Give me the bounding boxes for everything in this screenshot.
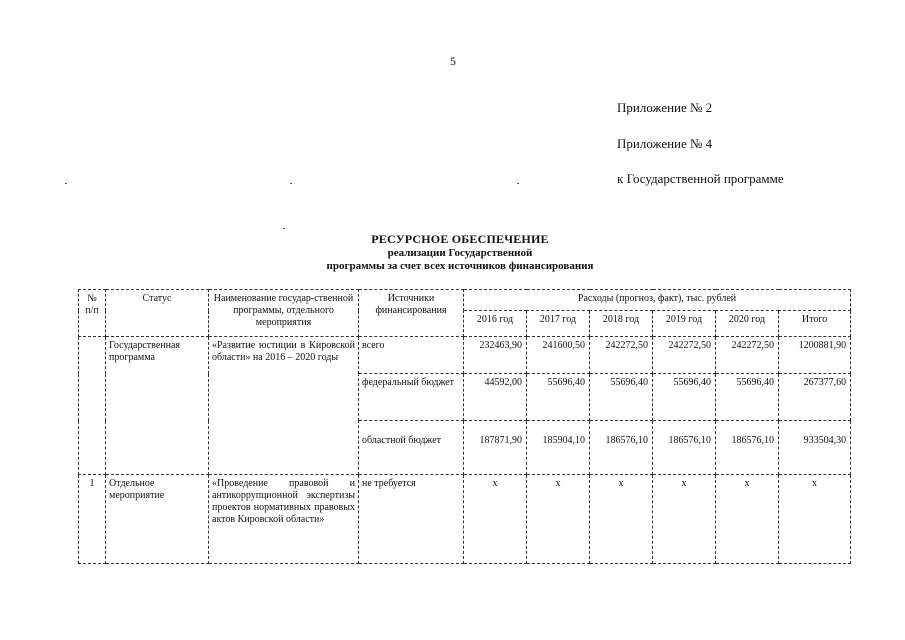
value-cell: 242272,50	[590, 337, 653, 374]
table-header-row	[79, 290, 851, 311]
program-num	[79, 337, 106, 475]
value-cell: 242272,50	[716, 337, 779, 374]
scan-speck	[290, 183, 292, 184]
header-total: Итого	[779, 311, 851, 337]
value-cell: 186576,10	[653, 421, 716, 475]
header-status: Статус	[106, 290, 209, 337]
value-cell: 186576,10	[716, 421, 779, 475]
header-year: 2020 год	[716, 311, 779, 337]
value-cell: 242272,50	[653, 337, 716, 374]
resource-table	[78, 289, 851, 564]
header-year: 2016 год	[464, 311, 527, 337]
measure-num: 1	[79, 475, 106, 564]
value-cell: 55696,40	[527, 374, 590, 421]
header-name: Наименование государ-ственной программы, отдельного мероприятия	[209, 290, 359, 337]
header-year: 2019 год	[653, 311, 716, 337]
value-cell: 187871,90	[464, 421, 527, 475]
appendix-line-3: к Государственной программе	[617, 171, 784, 186]
value-cell: 55696,40	[716, 374, 779, 421]
appendix-line-2: Приложение № 4	[617, 136, 713, 151]
scan-speck	[517, 183, 519, 184]
value-cell: х	[590, 475, 653, 564]
appendix-line-1: Приложение № 2	[617, 100, 713, 115]
measure-name: «Проведение правовой и антикоррупционной экспертизы проектов нормативных правовых актов Кировской области»	[209, 475, 359, 564]
source-cell: областной бюджет	[359, 421, 464, 475]
value-cell: 186576,10	[590, 421, 653, 475]
header-num: № п/п	[79, 290, 106, 337]
header-year: 2018 год	[590, 311, 653, 337]
value-cell: 933504,30	[779, 421, 851, 475]
source-cell: всего	[359, 337, 464, 374]
title-sub-1: реализации Государственной	[387, 247, 533, 259]
header-expenses: Расходы (прогноз, факт), тыс. рублей	[464, 290, 851, 311]
program-name: «Развитие юстиции в Кировской области» на 2016 – 2020 годы	[209, 337, 359, 475]
source-cell: федеральный бюджет	[359, 374, 464, 421]
value-cell: х	[464, 475, 527, 564]
value-cell: 1200881,90	[779, 337, 851, 374]
program-status: Государственная программа	[106, 337, 209, 475]
value-cell: х	[653, 475, 716, 564]
header-year: 2017 год	[527, 311, 590, 337]
page-number: 5	[450, 54, 456, 68]
value-cell: 55696,40	[653, 374, 716, 421]
scan-speck	[65, 183, 67, 184]
header-sources: Источники финансирования	[359, 290, 464, 337]
title-main: РЕСУРСНОЕ ОБЕСПЕЧЕНИЕ	[371, 232, 549, 246]
title-sub-2: программы за счет всех источников финансирования	[326, 260, 594, 272]
value-cell: 185904,10	[527, 421, 590, 475]
value-cell: 241600,50	[527, 337, 590, 374]
value-cell: 44592,00	[464, 374, 527, 421]
source-cell: не требуется	[359, 475, 464, 564]
value-cell: 267377,60	[779, 374, 851, 421]
table-row	[79, 475, 851, 564]
value-cell: х	[716, 475, 779, 564]
scan-speck	[283, 228, 285, 229]
value-cell: х	[527, 475, 590, 564]
value-cell: 55696,40	[590, 374, 653, 421]
table-row	[79, 337, 851, 374]
value-cell: 232463,90	[464, 337, 527, 374]
value-cell: х	[779, 475, 851, 564]
document-title	[260, 232, 660, 273]
measure-status: Отдельное мероприятие	[106, 475, 209, 564]
